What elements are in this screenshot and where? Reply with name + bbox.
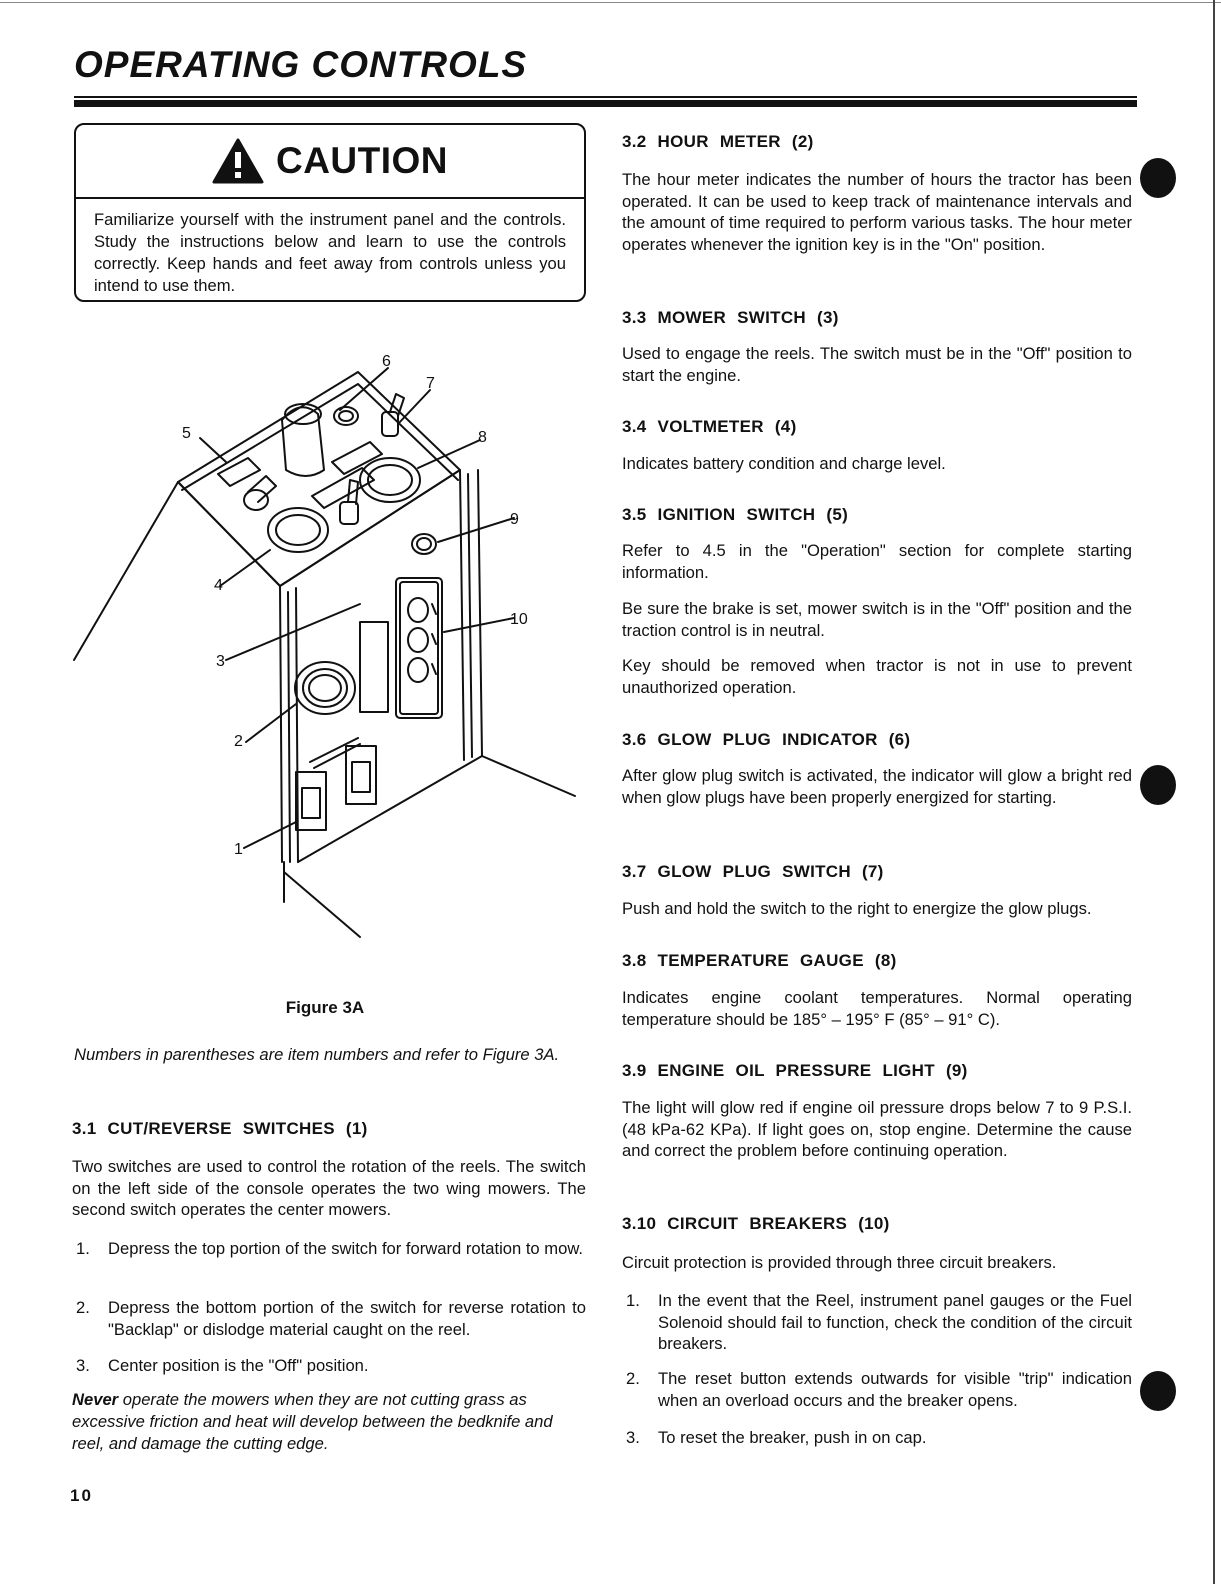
- callout-6: 6: [382, 353, 391, 370]
- section-3-2-body: The hour meter indicates the number of hours the tractor has been operated. It can be used to keep track of maintenance intervals and the amount of time required to perform various tasks. The hour meter operates whenever the ignition key is in the "On" position.: [622, 170, 1132, 254]
- section-3-5-heading: 3.5 IGNITION SWITCH (5): [622, 505, 849, 524]
- warning-bold-word: Never: [72, 1390, 119, 1409]
- callout-5: 5: [182, 425, 191, 442]
- callout-10: 10: [510, 611, 528, 628]
- section-3-7-body: Push and hold the switch to the right to energize the glow plugs.: [622, 899, 1092, 918]
- scan-edge-right: [1213, 0, 1215, 1584]
- section-3-4-body: Indicates battery condition and charge level.: [622, 454, 946, 473]
- section-3-5-body-1: Refer to 4.5 in the "Operation" section for complete starting information.: [622, 541, 1132, 582]
- section-3-4-heading: 3.4 VOLTMETER (4): [622, 417, 797, 436]
- callout-9: 9: [510, 511, 519, 528]
- list-item: 3. Center position is the "Off" position.: [76, 1356, 369, 1375]
- list-item: 3. To reset the breaker, push in on cap.: [626, 1428, 927, 1447]
- list-item: 1. Depress the top portion of the switch for forward rotation to mow.: [76, 1239, 583, 1258]
- section-3-10-body: Circuit protection is provided through three circuit breakers.: [622, 1253, 1057, 1272]
- list-item: 1. In the event that the Reel, instrument panel gauges or the Fuel Solenoid should fail to function, check the condition of the circuit breakers.: [626, 1291, 1132, 1353]
- section-3-5-body-2: Be sure the brake is set, mower switch is in the "Off" position and the traction control is in neutral.: [622, 599, 1132, 640]
- figure-note: Numbers in parentheses are item numbers and refer to Figure 3A.: [74, 1045, 560, 1064]
- section-3-1-body: Two switches are used to control the rotation of the reels. The switch on the left side of the console operates the two wing mowers. The second switch operates the center mowers.: [72, 1157, 586, 1219]
- page-number: 10: [70, 1486, 93, 1505]
- margin-bullet: [1140, 765, 1176, 805]
- warning-triangle-icon: [212, 138, 264, 184]
- caution-text: Familiarize yourself with the instrument panel and the controls. Study the instructions below and learn to use the controls correctly. Keep hands and feet away from controls unless you intend to use them.: [94, 210, 566, 295]
- section-3-6-heading: 3.6 GLOW PLUG INDICATOR (6): [622, 730, 911, 749]
- title-rule-thick: [74, 100, 1137, 107]
- section-3-3-heading: 3.3 MOWER SWITCH (3): [622, 308, 839, 327]
- callout-3: 3: [216, 653, 225, 670]
- figure-caption: Figure 3A: [285, 998, 365, 1017]
- section-3-8-body: Indicates engine coolant temperatures. Normal operating temperature should be 185° – 195° F (85° – 91° C).: [622, 988, 1132, 1029]
- section-3-2-heading: 3.2 HOUR METER (2): [622, 132, 814, 151]
- list-item: 2. The reset button extends outwards for visible "trip" indication when an overload occurs and the breaker opens.: [626, 1369, 1132, 1410]
- margin-bullet: [1140, 1371, 1176, 1411]
- section-3-8-heading: 3.8 TEMPERATURE GAUGE (8): [622, 951, 897, 970]
- section-3-1-heading: 3.1 CUT/REVERSE SWITCHES (1): [72, 1119, 368, 1138]
- section-3-6-body: After glow plug switch is activated, the indicator will glow a bright red when glow plugs have been properly energized for starting.: [622, 766, 1132, 807]
- title-rule-thin: [74, 96, 1137, 98]
- caution-heading: CAUTION: [275, 140, 449, 181]
- callout-7: 7: [426, 375, 435, 392]
- list-item: 2. Depress the bottom portion of the switch for reverse rotation to "Backlap" or dislodge material caught on the reel.: [76, 1298, 586, 1339]
- callout-8: 8: [478, 429, 487, 446]
- section-3-7-heading: 3.7 GLOW PLUG SWITCH (7): [622, 862, 884, 881]
- scan-edge-top: [0, 2, 1221, 3]
- margin-bullet: [1140, 158, 1176, 198]
- caution-header: [76, 125, 584, 199]
- section-3-9-body: The light will glow red if engine oil pressure drops below 7 to 9 P.S.I. (48 kPa-62 KPa). If light goes on, stop engine. Determine the cause and correct the problem before continuing operation.: [622, 1098, 1132, 1160]
- page-title: OPERATING CONTROLS: [74, 44, 528, 85]
- section-3-5-body-3: Key should be removed when tractor is not in use to prevent unauthorized operation.: [622, 656, 1132, 697]
- mower-warning-note: Never operate the mowers when they are not cutting grass as excessive friction and heat will develop between the bedknife and reel, and damage the cutting edge.: [72, 1390, 553, 1453]
- caution-box: [74, 123, 586, 302]
- callout-1: 1: [234, 841, 243, 858]
- section-3-9-heading: 3.9 ENGINE OIL PRESSURE LIGHT (9): [622, 1061, 968, 1080]
- section-3-3-body: Used to engage the reels. The switch must be in the "Off" position to start the engine.: [622, 344, 1132, 385]
- figure-3a-illustration: [70, 342, 590, 962]
- callout-4: 4: [214, 577, 223, 594]
- callout-2: 2: [234, 733, 243, 750]
- section-3-10-heading: 3.10 CIRCUIT BREAKERS (10): [622, 1214, 890, 1233]
